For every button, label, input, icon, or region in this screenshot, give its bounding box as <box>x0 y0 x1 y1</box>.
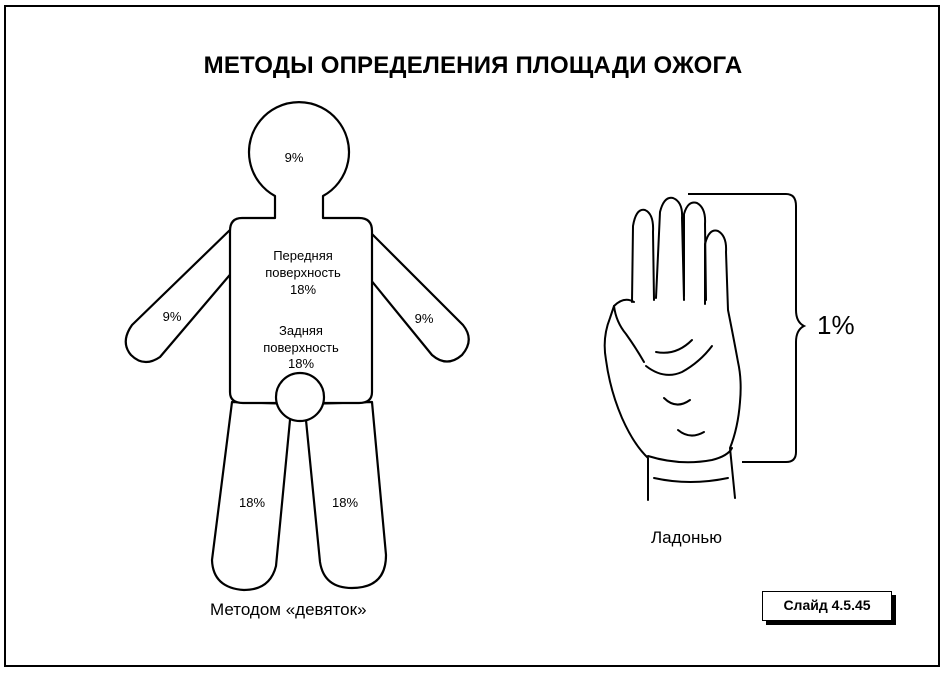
front-surface-percent: 18% <box>289 282 317 297</box>
front-surface-line2: поверхность <box>265 265 341 280</box>
back-surface-line2: поверхность <box>263 340 339 355</box>
slide-number-badge: Слайд 4.5.45 <box>762 591 892 621</box>
right-arm-percent: 9% <box>414 311 434 326</box>
front-surface-line1: Передняя <box>273 248 333 263</box>
palm-drawing <box>605 198 741 500</box>
right-leg-percent: 18% <box>331 495 359 510</box>
left-leg-percent: 18% <box>238 495 266 510</box>
slide-title: МЕТОДЫ ОПРЕДЕЛЕНИЯ ПЛОЩАДИ ОЖОГА <box>203 52 743 79</box>
palm-method-caption: Ладонью <box>651 528 722 547</box>
back-surface-percent: 18% <box>287 356 315 371</box>
palm-percent: 1% <box>817 310 855 340</box>
head-percent: 9% <box>284 150 304 165</box>
rule-of-nines-caption: Методом «девяток» <box>210 600 367 619</box>
left-arm-percent: 9% <box>162 309 182 324</box>
groin-circle <box>276 373 324 421</box>
back-surface-line1: Задняя <box>279 323 323 338</box>
